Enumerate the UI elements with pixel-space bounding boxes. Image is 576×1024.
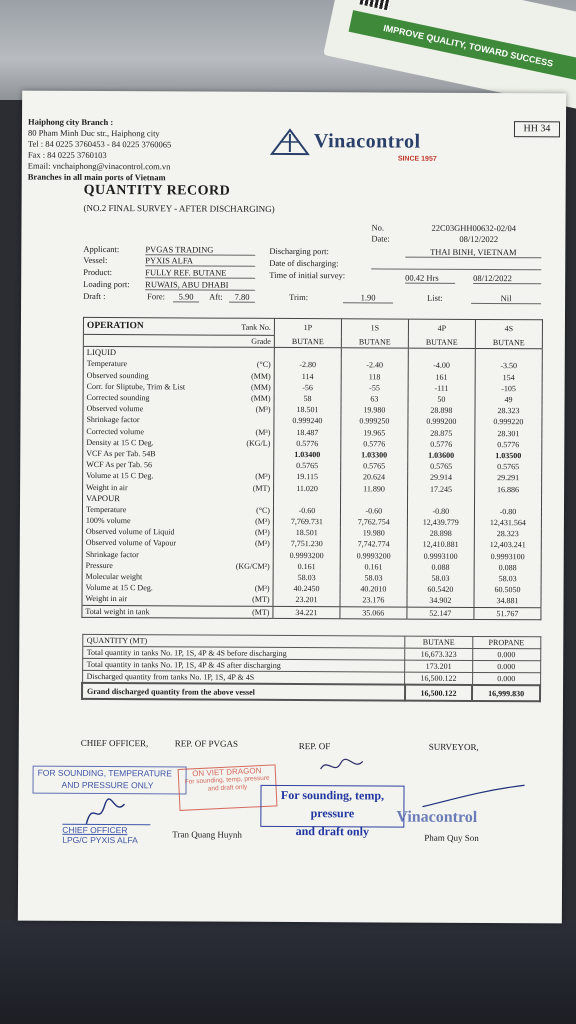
row-unit: (MT) bbox=[252, 595, 270, 605]
row-value bbox=[274, 494, 341, 506]
row-value: 0.5776 bbox=[274, 438, 341, 450]
row-value: 0.5765 bbox=[274, 460, 341, 472]
quantity-label: Total quantity in tanks No. 1P, 1S, 4P & 4S after discharging bbox=[82, 658, 405, 672]
row-unit bbox=[209, 572, 274, 584]
date-of-discharging-value bbox=[371, 258, 541, 270]
row-value: 11.020 bbox=[274, 482, 341, 494]
row-value: 51.767 bbox=[474, 607, 541, 620]
branch-fax: Fax : 84 0225 3760103 bbox=[27, 149, 107, 161]
tank-header-2: 4P bbox=[408, 319, 475, 336]
row-value: 0.9993200 bbox=[340, 550, 407, 562]
row-label: 100% volume bbox=[85, 516, 131, 526]
row-label: Shrinkage factor bbox=[86, 415, 140, 425]
quantity-butane: 16,673.323 bbox=[405, 648, 473, 660]
stamp1-vessel: LPG/C PYXIS ALFA bbox=[62, 834, 138, 846]
rep-of-label: REP. OF bbox=[298, 741, 331, 752]
quantity-butane: 16,500.122 bbox=[405, 672, 473, 685]
row-label: Density at 15 C Deg. bbox=[86, 437, 154, 448]
row-unit bbox=[209, 415, 274, 427]
surveyor-scope-stamp bbox=[260, 785, 404, 839]
grade-cell-2: BUTANE bbox=[408, 336, 475, 349]
row-unit: (M³) bbox=[255, 472, 271, 482]
branch-title: Haiphong city Branch : bbox=[27, 116, 114, 128]
loading-port-value: RUWAIS, ABU DHABI bbox=[145, 279, 255, 291]
date-of-discharging-label: Date of discharging: bbox=[269, 257, 339, 269]
tank-header-3: 4S bbox=[475, 319, 542, 336]
row-value: -0.60 bbox=[340, 505, 407, 517]
qr-code-icon bbox=[359, 0, 395, 11]
fore-label: Fore: bbox=[147, 291, 166, 302]
row-value: 19.980 bbox=[340, 527, 407, 539]
time-survey-value: 00.42 Hrs bbox=[405, 273, 455, 284]
section-label: VAPOUR bbox=[86, 492, 120, 503]
row-label: Weight in air bbox=[86, 482, 128, 492]
row-value: 154 bbox=[475, 372, 542, 384]
row-value: 0.9993100 bbox=[407, 550, 474, 562]
row-label: VCF As per Tab. 54B bbox=[86, 448, 156, 459]
quantity-table bbox=[81, 634, 541, 702]
row-label: Corrected volume bbox=[86, 426, 144, 436]
row-value: 0.5765 bbox=[475, 461, 542, 473]
row-value: -2.40 bbox=[341, 360, 408, 372]
row-unit: (KG/CM²) bbox=[235, 561, 270, 571]
tank-header-1: 1S bbox=[341, 319, 408, 336]
row-value: 7,742.774 bbox=[340, 539, 407, 551]
row-value: 161 bbox=[408, 371, 475, 383]
trim-value: 1.90 bbox=[343, 292, 393, 303]
quantity-label: Total quantity in tanks No. 1P, 1S, 4P & 4S before discharging bbox=[82, 646, 405, 660]
row-value bbox=[274, 348, 341, 360]
row-value: 34.881 bbox=[474, 595, 541, 607]
row-value: 58 bbox=[274, 393, 341, 405]
row-label: Molecular weight bbox=[85, 571, 143, 582]
row-value: 12,439.779 bbox=[407, 517, 474, 529]
row-value: 0.5776 bbox=[341, 438, 408, 450]
row-label: Corr. for Sliptube, Trim & List bbox=[86, 381, 186, 392]
vinacontrol-logo-text: Vinacontrol bbox=[313, 130, 421, 153]
stamp2-sub: For sounding, temp, pressure and draft only bbox=[184, 774, 270, 793]
stamp1-line2: AND PRESSURE ONLY bbox=[61, 779, 154, 791]
row-value: -105 bbox=[475, 383, 542, 395]
row-value: 40.2450 bbox=[273, 583, 340, 595]
row-value: 19.965 bbox=[341, 427, 408, 439]
row-value: 63 bbox=[341, 393, 408, 405]
row-label: Temperature bbox=[85, 504, 127, 515]
row-value bbox=[408, 348, 475, 360]
quantity-propane: 0.000 bbox=[472, 648, 540, 660]
grade-cell-0: BUTANE bbox=[274, 335, 341, 348]
row-label: Observed volume of Liquid bbox=[85, 527, 175, 537]
row-value: 0.5776 bbox=[408, 438, 475, 450]
discharging-port-label: Discharging port: bbox=[269, 245, 329, 257]
stamp3-line2: and draft only bbox=[295, 824, 370, 839]
row-value: 12,403.241 bbox=[474, 539, 541, 551]
row-label: Volume at 15 C Deg. bbox=[86, 471, 154, 481]
row-value: 28.301 bbox=[475, 427, 542, 439]
surveyor-name: Pham Quy Son bbox=[424, 832, 479, 843]
doc-no-value: 22C03GHH00632-02/04 bbox=[431, 222, 517, 234]
row-value: 0.161 bbox=[273, 561, 340, 573]
row-value: -111 bbox=[408, 382, 475, 394]
row-value: -4.00 bbox=[408, 360, 475, 372]
row-unit: (°C) bbox=[256, 505, 271, 515]
doc-date-label: Date: bbox=[371, 233, 390, 244]
row-value: 60.5420 bbox=[407, 584, 474, 596]
row-label: Observed volume of Vapour bbox=[85, 538, 177, 548]
row-value: 34.902 bbox=[407, 595, 474, 607]
vinacontrol-logo-icon bbox=[270, 128, 310, 161]
row-value: 0.5765 bbox=[408, 461, 475, 473]
row-value: 29.914 bbox=[407, 472, 474, 484]
row-value: 28.875 bbox=[408, 427, 475, 439]
row-value: 49 bbox=[475, 394, 542, 406]
row-value: 7,762.754 bbox=[340, 516, 407, 528]
row-value: 40.2010 bbox=[340, 583, 407, 595]
row-unit: (MT) bbox=[208, 606, 273, 619]
row-value: 23.176 bbox=[340, 595, 407, 607]
row-value: 0.161 bbox=[340, 561, 407, 573]
row-value: 16.886 bbox=[474, 483, 541, 495]
loading-port-label: Loading port: bbox=[83, 278, 130, 290]
branch-tel: Tel : 84 0225 3760453 - 84 0225 3760065 bbox=[27, 138, 172, 150]
list-value: Nil bbox=[471, 293, 541, 304]
operation-table bbox=[81, 317, 543, 620]
row-value: 28.323 bbox=[474, 528, 541, 540]
row-value: 58.03 bbox=[474, 573, 541, 585]
row-unit: (M³) bbox=[255, 427, 271, 437]
row-value: 58.03 bbox=[407, 573, 474, 585]
row-value: 0.999250 bbox=[341, 416, 408, 428]
time-survey-date: 08/12/2022 bbox=[473, 273, 541, 284]
row-value: 118 bbox=[341, 371, 408, 383]
row-value: 114 bbox=[274, 370, 341, 382]
row-unit bbox=[209, 460, 274, 472]
row-label: Pressure bbox=[85, 560, 113, 570]
row-value: 1.03500 bbox=[475, 450, 542, 462]
row-value: -3.50 bbox=[475, 360, 542, 372]
quantity-label: Discharged quantity from tanks No. 1P, 1S, 4P & 4S bbox=[82, 670, 405, 684]
row-value: -55 bbox=[341, 382, 408, 394]
row-value: 7,769.731 bbox=[273, 516, 340, 528]
chief-officer-label: CHIEF OFFICER, bbox=[80, 737, 149, 749]
row-value: 18.501 bbox=[273, 527, 340, 539]
row-value: 23.201 bbox=[273, 594, 340, 606]
row-value: 58.03 bbox=[340, 572, 407, 584]
trim-label: Trim: bbox=[289, 291, 309, 303]
officer-name: Tran Quang Huynh bbox=[172, 829, 242, 840]
row-value: 28.323 bbox=[475, 405, 542, 417]
row-unit: (KG/L) bbox=[246, 438, 271, 448]
branches-note: Branches in all main ports of Vietnam bbox=[27, 171, 166, 183]
row-value: 50 bbox=[408, 394, 475, 406]
row-label: Volume at 15 C Deg. bbox=[85, 583, 153, 593]
row-value: 12,431.564 bbox=[474, 517, 541, 529]
row-label: Observed volume bbox=[86, 404, 144, 414]
row-value: 28.898 bbox=[408, 405, 475, 417]
row-value: 29.291 bbox=[475, 472, 542, 484]
row-value: 0.088 bbox=[474, 562, 541, 574]
row-unit: (M³) bbox=[254, 584, 270, 594]
applicant-label: Applicant: bbox=[83, 243, 120, 255]
row-value bbox=[341, 348, 408, 360]
background-floor bbox=[0, 920, 576, 1024]
quantity-record-document bbox=[18, 91, 566, 924]
row-unit: (M³) bbox=[254, 528, 270, 538]
branch-address: 80 Pham Minh Duc str., Haiphong city bbox=[27, 127, 160, 139]
section-label: LIQUID bbox=[83, 347, 209, 359]
row-value: 0.5776 bbox=[475, 439, 542, 451]
row-unit: (M³) bbox=[255, 405, 271, 415]
row-value: 0.999220 bbox=[475, 416, 542, 428]
row-value: 18.487 bbox=[274, 426, 341, 438]
row-value bbox=[474, 495, 541, 507]
aft-label: Aft: bbox=[209, 291, 223, 302]
ref-box: HH 34 bbox=[514, 121, 560, 137]
quantity-header: QUANTITY (MT) bbox=[82, 634, 405, 648]
document-title: QUANTITY RECORD bbox=[83, 182, 231, 199]
vessel-label: Vessel: bbox=[83, 254, 108, 266]
list-label: List: bbox=[427, 292, 443, 303]
row-unit: (MM) bbox=[250, 393, 271, 403]
row-label: Shrinkage factor bbox=[85, 549, 139, 559]
brochure-band: IMPROVE QUALITY, TOWARD SUCCESS bbox=[349, 10, 576, 81]
vinacontrol-stamp-logo: Vinacontrol bbox=[396, 808, 478, 826]
tank-header-0: 1P bbox=[274, 318, 341, 335]
grand-total-propane: 16,999.830 bbox=[472, 685, 540, 701]
row-value: 1.03400 bbox=[274, 449, 341, 461]
grand-total-label: Grand discharged quantity from the above vessel bbox=[82, 683, 405, 701]
row-value: 0.999200 bbox=[408, 416, 475, 428]
row-unit: (MM) bbox=[251, 382, 271, 392]
chief-officer-stamp-footer bbox=[62, 824, 150, 848]
grade-cell-3: BUTANE bbox=[475, 336, 542, 349]
row-value: 60.5050 bbox=[474, 584, 541, 596]
quantity-butane: 173.201 bbox=[405, 660, 473, 672]
butane-header: BUTANE bbox=[405, 636, 473, 648]
row-unit bbox=[209, 549, 274, 561]
row-unit bbox=[210, 347, 275, 359]
row-value: 19.980 bbox=[341, 404, 408, 416]
branch-email: Email: vnchaiphong@vinacontrol.com.vn bbox=[27, 160, 171, 172]
row-value: 12,410.881 bbox=[407, 539, 474, 551]
row-label: Weight in air bbox=[85, 594, 128, 604]
row-value: 52.147 bbox=[407, 607, 474, 620]
row-value bbox=[407, 494, 474, 506]
stamp3-line1: For sounding, temp, pressure bbox=[280, 787, 385, 821]
row-value: 0.9993200 bbox=[273, 549, 340, 561]
row-value: 28.898 bbox=[407, 528, 474, 540]
row-unit: (M³) bbox=[254, 539, 270, 549]
applicant-value: PVGAS TRADING bbox=[145, 244, 255, 256]
operation-header: OPERATION bbox=[83, 317, 210, 335]
time-survey-label: Time of initial survey: bbox=[269, 269, 346, 281]
product-label: Product: bbox=[83, 266, 113, 278]
row-value: 0.999240 bbox=[274, 415, 341, 427]
row-unit: (MM) bbox=[251, 371, 271, 381]
doc-date-value: 08/12/2022 bbox=[459, 233, 499, 245]
doc-no-label: No. bbox=[371, 222, 385, 233]
row-value: 20.624 bbox=[341, 472, 408, 484]
row-value: 18.501 bbox=[274, 404, 341, 416]
table-row bbox=[82, 605, 541, 620]
row-label: Total weight in tank bbox=[82, 605, 208, 618]
row-label: Corrected sounding bbox=[86, 392, 150, 403]
grade-spacer bbox=[83, 334, 209, 347]
stamp2-name: ON VIET DRAGON bbox=[192, 766, 262, 779]
row-unit bbox=[209, 448, 274, 460]
row-value bbox=[475, 349, 542, 361]
grade-header: Grade bbox=[251, 336, 271, 346]
aft-value: 7.80 bbox=[229, 292, 255, 303]
row-label: Temperature bbox=[86, 359, 128, 369]
product-value: FULLY REF. BUTANE bbox=[145, 267, 255, 279]
row-value: 0.9993100 bbox=[474, 551, 541, 563]
discharging-port-value: THAI BINH, VIETNAM bbox=[405, 247, 541, 259]
row-value: 1.03300 bbox=[341, 449, 408, 461]
propane-header: PROPANE bbox=[473, 636, 541, 648]
grand-total-row bbox=[82, 683, 540, 701]
row-value: 17.245 bbox=[407, 483, 474, 495]
stamp1-line1: FOR SOUNDING, TEMPERATURE bbox=[37, 767, 172, 779]
row-value: -0.80 bbox=[474, 506, 541, 518]
draft-label: Draft : bbox=[83, 290, 106, 302]
grade-cell-1: BUTANE bbox=[341, 336, 408, 349]
row-label: Observed sounding bbox=[86, 370, 149, 380]
grand-total-butane: 16,500.122 bbox=[405, 685, 473, 701]
logo-since: SINCE 1957 bbox=[397, 155, 437, 163]
document-subtitle: (NO.2 FINAL SURVEY - AFTER DISCHARGING) bbox=[83, 202, 275, 214]
row-unit: (MT) bbox=[252, 483, 271, 493]
stamp1-chief-officer: CHIEF OFFICER bbox=[62, 824, 150, 835]
row-label: WCF As per Tab. 56 bbox=[86, 460, 152, 470]
row-value: 0.088 bbox=[407, 561, 474, 573]
chief-officer-stamp bbox=[32, 766, 186, 795]
quantity-propane: 0.000 bbox=[472, 660, 540, 672]
tank-no-header: Tank No. bbox=[210, 318, 275, 335]
row-value: -56 bbox=[274, 382, 341, 394]
vessel-value: PYXIS ALFA bbox=[145, 255, 255, 267]
row-value: 1.03600 bbox=[408, 449, 475, 461]
row-value: 34.221 bbox=[273, 606, 340, 619]
row-value: 58.03 bbox=[273, 572, 340, 584]
row-value bbox=[340, 494, 407, 506]
row-value: 19.115 bbox=[274, 471, 341, 483]
row-value: -0.80 bbox=[407, 505, 474, 517]
row-value: 7,751.230 bbox=[273, 538, 340, 550]
row-unit: (M³) bbox=[255, 516, 270, 526]
row-value: 35.066 bbox=[340, 606, 407, 619]
row-unit bbox=[209, 493, 274, 505]
row-value: 0.5765 bbox=[341, 460, 408, 472]
rep-pvgas-label: REP. OF PVGAS bbox=[174, 738, 239, 749]
quantity-propane: 0.000 bbox=[472, 672, 540, 685]
row-value: 11.890 bbox=[340, 483, 407, 495]
row-unit: (°C) bbox=[256, 360, 271, 370]
signature-rep bbox=[317, 755, 367, 782]
fore-value: 5.90 bbox=[173, 291, 199, 302]
row-value: -2.80 bbox=[274, 359, 341, 371]
surveyor-label: SURVEYOR, bbox=[428, 741, 479, 752]
row-value: -0.60 bbox=[273, 505, 340, 517]
